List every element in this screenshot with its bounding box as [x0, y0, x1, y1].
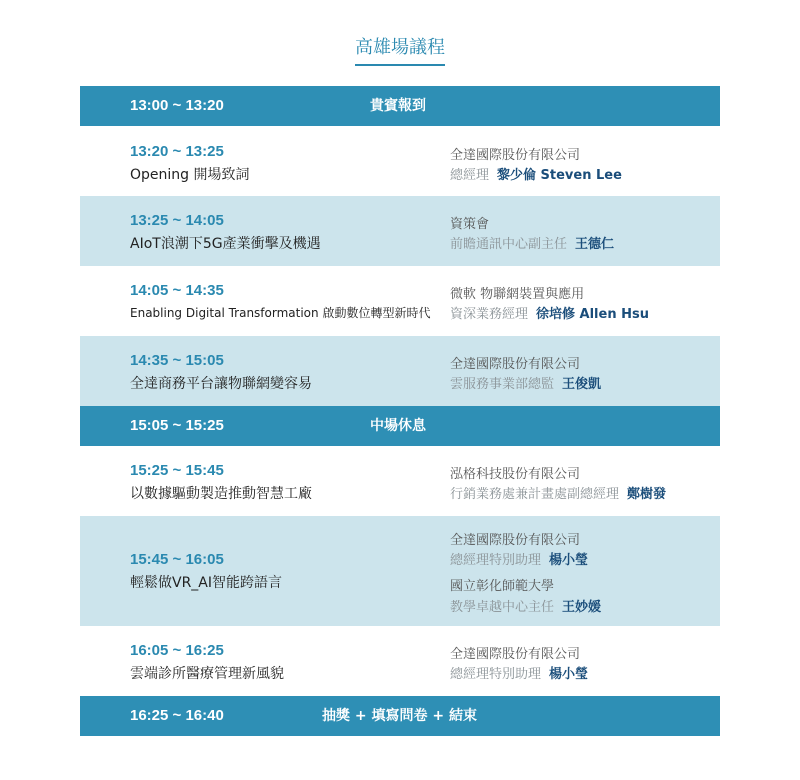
agenda-table	[80, 86, 720, 736]
speaker-org: 全達國際股份有限公司	[450, 647, 581, 662]
agenda-bar-break	[80, 406, 720, 446]
bar-time: 15:05 ~ 15:25	[130, 417, 224, 434]
agenda-session-row	[80, 266, 720, 336]
agenda-session-row	[80, 196, 720, 266]
speaker-org: 資策會	[450, 217, 490, 232]
session-time: 15:25 ~ 15:45	[130, 462, 224, 479]
speaker-role: 前瞻通訊中心副主任 王德仁	[450, 237, 615, 252]
speaker-role: 總經理特別助理 楊小瑩	[450, 553, 589, 568]
speaker-role: 資深業務經理 徐培修 Allen Hsu	[450, 307, 649, 322]
session-title: Enabling Digital Transformation 啟動數位轉型新時代	[130, 306, 431, 320]
bar-time: 16:25 ~ 16:40	[130, 707, 224, 724]
session-title: 以數據驅動製造推動智慧工廠	[130, 486, 312, 502]
session-time: 13:25 ~ 14:05	[130, 212, 224, 229]
speaker-name: 王德仁	[575, 237, 615, 252]
speaker-role: 總經理 黎少倫 Steven Lee	[450, 168, 622, 183]
bar-label: 抽獎 + 填寫問卷 + 結束	[322, 708, 477, 724]
agenda-session-row	[80, 336, 720, 406]
session-title: Opening 開場致詞	[130, 167, 250, 183]
page-title-text: 高雄場議程	[355, 33, 445, 66]
agenda-session-row	[80, 516, 720, 626]
speaker-name: 楊小瑩	[549, 553, 589, 568]
speaker-role: 總經理特別助理 楊小瑩	[450, 667, 589, 682]
agenda-bar-registration	[80, 86, 720, 126]
session-time: 14:05 ~ 14:35	[130, 282, 224, 299]
agenda-session-row	[80, 126, 720, 196]
speaker-org: 全達國際股份有限公司	[450, 148, 581, 163]
session-title: 雲端診所醫療管理新風貌	[130, 666, 284, 682]
speaker-name: 黎少倫 Steven Lee	[497, 168, 622, 183]
agenda-session-row	[80, 446, 720, 516]
agenda-session-row	[80, 626, 720, 696]
session-time: 14:35 ~ 15:05	[130, 352, 224, 369]
speaker-org: 國立彰化師範大學	[450, 579, 555, 594]
session-title: AIoT浪潮下5G產業衝擊及機遇	[130, 236, 321, 252]
session-time: 16:05 ~ 16:25	[130, 642, 224, 659]
speaker-org: 全達國際股份有限公司	[450, 357, 581, 372]
session-title: 全達商務平台讓物聯網變容易	[130, 376, 312, 392]
speaker-org: 泓格科技股份有限公司	[450, 467, 581, 482]
speaker-org: 微軟 物聯網裝置與應用	[450, 287, 585, 302]
speaker-name: 鄭樹發	[627, 487, 667, 502]
session-time: 15:45 ~ 16:05	[130, 551, 224, 568]
agenda-bar-closing	[80, 696, 720, 736]
speaker-name: 楊小瑩	[549, 667, 589, 682]
speaker-org: 全達國際股份有限公司	[450, 533, 581, 548]
bar-label: 中場休息	[370, 418, 426, 434]
speaker-name: 徐培修 Allen Hsu	[536, 307, 649, 322]
speaker-name: 王妙媛	[562, 600, 602, 615]
bar-label: 貴賓報到	[370, 98, 426, 114]
session-title: 輕鬆做VR_AI智能跨語言	[130, 575, 283, 591]
speaker-role: 教學卓越中心主任 王妙媛	[450, 600, 602, 615]
bar-time: 13:00 ~ 13:20	[130, 97, 224, 114]
speaker-role: 行銷業務處兼計畫處副總經理 鄭樹發	[450, 487, 667, 502]
speaker-role: 雲服務事業部總監 王俊凱	[450, 377, 602, 392]
session-time: 13:20 ~ 13:25	[130, 143, 224, 160]
speaker-name: 王俊凱	[562, 377, 602, 392]
page-title	[0, 33, 800, 66]
